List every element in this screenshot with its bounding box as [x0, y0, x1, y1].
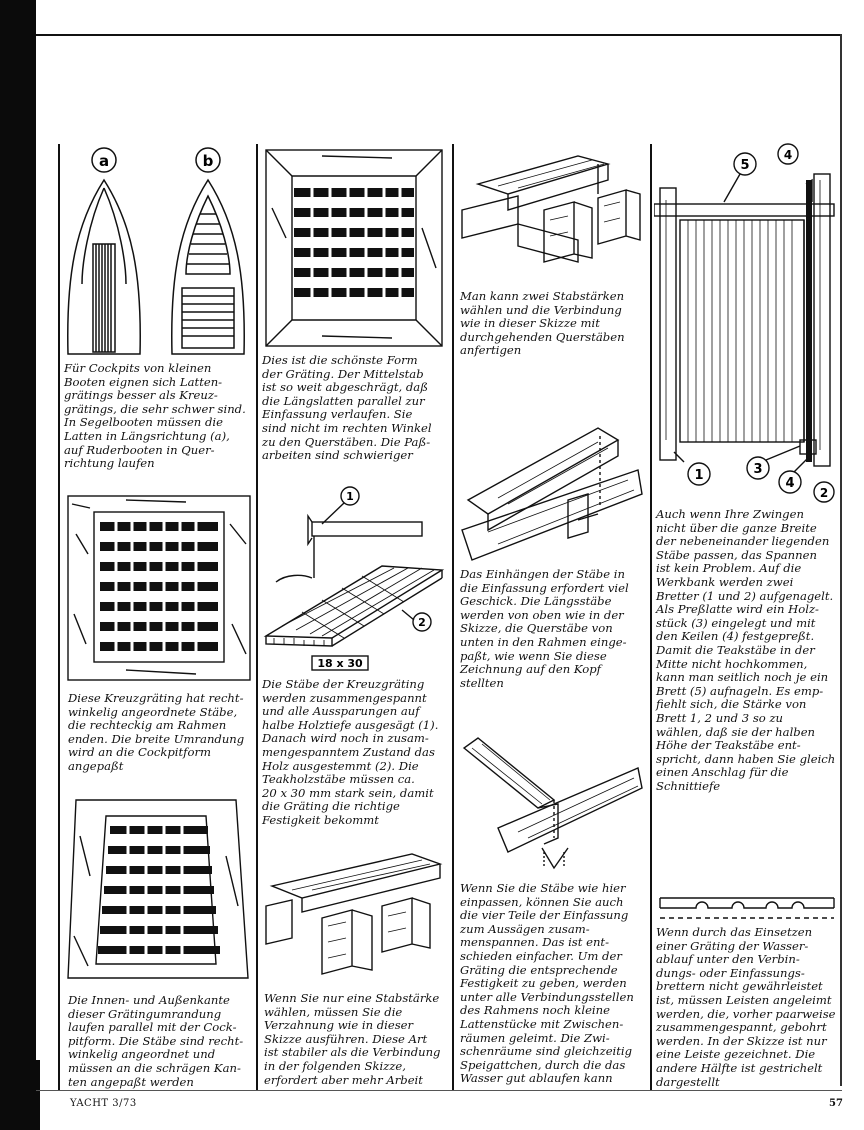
column-divider-2 — [452, 144, 454, 1090]
label-5: 5 — [740, 158, 750, 173]
label-2-bench: 2 — [819, 486, 829, 500]
label-3: 3 — [753, 462, 763, 477]
boat-gratings-figure — [62, 144, 252, 360]
sawing-bars-figure — [262, 486, 446, 672]
two-thickness-joint-figure — [458, 150, 644, 282]
label-2-saw: 2 — [418, 616, 426, 629]
column-divider-1 — [256, 144, 258, 1090]
label-1-bench: 1 — [694, 468, 704, 483]
label-4-bottom: 4 — [785, 476, 795, 491]
hanging-bars-figure — [458, 420, 644, 566]
caption-single-thickness: Wenn Sie nur eine Stabstärke wählen, müssen Sie die Verzahnung wie in dieser Skizze ausführen. Diese Art ist stabiler als die Verbindung in der folgenden Skizze, erfordert aber mehr Arbeit — [264, 991, 441, 1087]
boat-a-label: a — [98, 152, 110, 170]
caption-drilled-strip: Wenn durch das Einsetzen einer Gräting der Wasser- ablauf unter den Verbin- dungs- oder Einfassungs- brettern nicht gewährleistet ist, müssen Leisten angeleimt werden, die, vorher paarweise zusammengespannt, gebohrt werden. In der Skizze ist nur eine Leiste gezeichnet. Die andere Hälfte ist gestrichelt dargestellt — [656, 925, 836, 1089]
clamping-setup-figure — [654, 140, 840, 510]
footer-page-number: 57 — [829, 1098, 843, 1109]
scan-edge-left — [0, 0, 36, 1130]
single-thickness-joint-figure — [262, 846, 446, 980]
boat-b-label: b — [202, 152, 214, 170]
caption-frame-fitting: Wenn Sie die Stäbe wie hier einpassen, können Sie auch die vier Teile der Einfassung zum Aussägen zusam- menspannen. Das ist ent- schieden einfacher. Um der Gräting die entsprechende Festigkeit zu geben, werden unter alle Verbindungsstellen des Rahmens noch kleine Lattenstücke mit Zwischen- räumen geleimt. Die Zwi- schenräume sind gleichzeitig Speigattchen, durch die das Wasser gut ablaufen kann — [460, 881, 634, 1086]
diagonal-grating-figure — [262, 148, 446, 348]
label-4-top: 4 — [783, 148, 793, 162]
top-rule — [36, 34, 842, 36]
caption-two-thickness: Man kann zwei Stabstärken wählen und die Verbindung wie in dieser Skizze mit durchgehenden Querstäben anfertigen — [460, 289, 625, 358]
scan-edge-left-bottom — [0, 1060, 40, 1130]
caption-cross-grating: Diese Kreuzgräting hat recht- winkelig angeordnete Stäbe, die rechteckig am Rahmen enden. Die breite Umrandung wird an die Cockpitform angepaßt — [68, 691, 245, 773]
right-edge-rule — [840, 34, 842, 1086]
footer-magazine: YACHT 3/73 — [70, 1098, 137, 1109]
cross-grating-figure — [66, 494, 252, 682]
trapezoid-grating-figure — [66, 796, 252, 980]
column-divider-0 — [58, 144, 60, 1090]
caption-hanging-bars: Das Einhängen der Stäbe in die Einfassung erfordert viel Geschick. Die Längsstäbe werden von oben wie in der Skizze, die Querstäbe von unten in den Rahmen einge- paßt, wie wenn Sie diese Zeichnung auf den Kopf stellten — [460, 567, 629, 690]
caption-boats: Für Cockpits von kleinen Booten eignen sich Latten- grätings besser als Kreuz- grätings, die sehr schwer sind. In Segelbooten müssen die Latten in Längsrichtung (a), auf Ruderbooten in Quer- richtung laufen — [64, 361, 246, 471]
caption-sawing: Die Stäbe der Kreuzgräting werden zusammengespannt und alle Aussparungen auf halbe Holztiefe ausgesägt (1). Danach wird noch in zusam- mengespanntem Zustand das Holz ausgestemmt (2). Die Teakholzstäbe müssen ca. 20 x 30 mm stark sein, damit die Gräting die richtige Festigkeit bekommt — [262, 677, 439, 827]
caption-diagonal-grating: Dies ist die schönste Form der Gräting. Der Mittelstab ist so weit abgeschrägt, daß die Längslatten parallel zur Einfassung verlaufen. Sie sind nicht im rechten Winkel zu den Querstäben. Die Paß- arbeiten sind schwieriger — [262, 353, 432, 463]
drilled-strip-figure — [656, 894, 838, 924]
caption-trapezoid-grating: Die Innen- und Außenkante dieser Grätingumrandung laufen parallel mit der Cock- pitform. Die Stäbe sind recht- winkelig angeordnet und müssen an die schrägen Kan- ten angepaßt werden — [68, 993, 244, 1089]
frame-fitting-figure — [458, 728, 644, 878]
column-divider-3 — [650, 144, 652, 1090]
dimension-label: 18 x 30 — [317, 657, 363, 670]
label-1-saw: 1 — [346, 490, 354, 503]
caption-clamping: Auch wenn Ihre Zwingen nicht über die ganze Breite der nebeneinander liegenden Stäbe passen, das Spannen ist kein Problem. Auf die Werkbank werden zwei Bretter (1 und 2) aufgenagelt. Als Preßlatte wird ein Holz- stück (3) eingelegt und mit den Keilen (4) festgepreßt. Damit die Teakstäbe in der Mitte nicht hochkommen, kann man seitlich noch je ein Brett (5) aufnageln. Es emp- fiehlt sich, die Stärke von Brett 1, 2 und 3 so zu wählen, daß sie der halben Höhe der Teakstäbe ent- spricht, dann haben Sie gleich einen Anschlag für die Schnittiefe — [656, 507, 836, 793]
footer-rule — [36, 1090, 842, 1091]
